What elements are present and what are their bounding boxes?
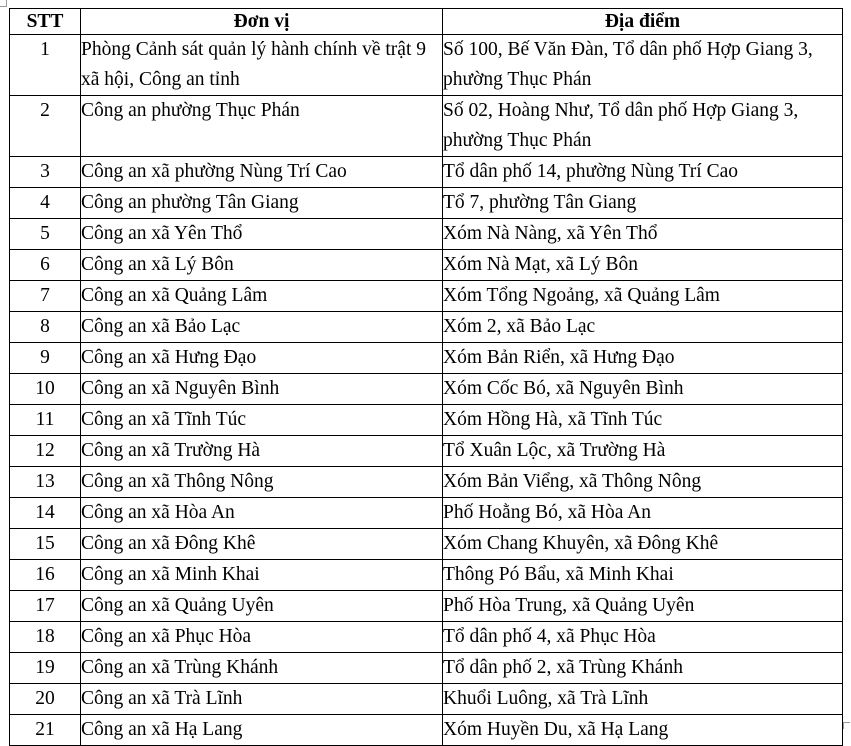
row-stt: 15 [10,529,81,560]
row-unit: Công an xã Hưng Đạo [81,343,443,374]
table-row [10,467,843,498]
row-unit: Công an phường Thục Phán [81,96,443,157]
row-stt: 21 [10,715,81,746]
row-stt: 9 [10,343,81,374]
row-location: Xóm Nà Mạt, xã Lý Bôn [443,250,843,281]
row-location: Xóm Bản Riển, xã Hưng Đạo [443,343,843,374]
table-row [10,436,843,467]
row-stt: 10 [10,374,81,405]
row-location: Xóm Hồng Hà, xã Tĩnh Túc [443,405,843,436]
row-unit: Công an xã Quảng Uyên [81,591,443,622]
row-unit: Công an xã Yên Thổ [81,219,443,250]
header-stt: STT [10,9,81,35]
row-location: Xóm Huyền Du, xã Hạ Lang [443,715,843,746]
table-row [10,96,843,157]
row-stt: 19 [10,653,81,684]
table-row [10,591,843,622]
row-stt: 6 [10,250,81,281]
row-stt: 1 [10,35,81,96]
page-corner-mark [843,722,850,729]
table-row [10,343,843,374]
row-unit: Công an xã Tĩnh Túc [81,405,443,436]
row-location: Xóm Bản Viểng, xã Thông Nông [443,467,843,498]
row-location: Tổ dân phố 2, xã Trùng Khánh [443,653,843,684]
row-stt: 3 [10,157,81,188]
row-location: Phố Hoằng Bó, xã Hòa An [443,498,843,529]
row-location: Xóm Nà Nàng, xã Yên Thổ [443,219,843,250]
row-unit: Phòng Cảnh sát quản lý hành chính về trật 9 xã hội, Công an tỉnh [81,35,443,96]
row-unit: Công an xã phường Nùng Trí Cao [81,157,443,188]
row-stt: 18 [10,622,81,653]
row-location: Xóm Cốc Bó, xã Nguyên Bình [443,374,843,405]
table-row [10,653,843,684]
row-stt: 16 [10,560,81,591]
row-unit: Công an xã Trường Hà [81,436,443,467]
row-location: Tổ 7, phường Tân Giang [443,188,843,219]
row-unit: Công an xã Nguyên Bình [81,374,443,405]
table-row [10,188,843,219]
table-row [10,219,843,250]
row-stt: 13 [10,467,81,498]
row-location: Tổ Xuân Lộc, xã Trường Hà [443,436,843,467]
table-row [10,560,843,591]
table-row [10,684,843,715]
table-row [10,157,843,188]
row-unit: Công an xã Phục Hòa [81,622,443,653]
header-unit: Đơn vị [81,9,443,35]
row-unit: Công an xã Thông Nông [81,467,443,498]
table-row [10,622,843,653]
row-stt: 2 [10,96,81,157]
row-unit: Công an xã Đông Khê [81,529,443,560]
row-stt: 12 [10,436,81,467]
table-row [10,715,843,746]
table-row [10,529,843,560]
row-unit: Công an xã Trà Lĩnh [81,684,443,715]
row-unit: Công an phường Tân Giang [81,188,443,219]
row-location: Số 02, Hoàng Như, Tổ dân phố Hợp Giang 3, phường Thục Phán [443,96,843,157]
row-stt: 7 [10,281,81,312]
row-unit: Công an xã Hòa An [81,498,443,529]
header-location: Địa điểm [443,9,843,35]
row-location: Phố Hòa Trung, xã Quảng Uyên [443,591,843,622]
header-row [10,9,843,35]
row-unit: Công an xã Quảng Lâm [81,281,443,312]
row-stt: 5 [10,219,81,250]
row-location: Khuổi Luông, xã Trà Lĩnh [443,684,843,715]
row-location: Xóm Chang Khuyên, xã Đông Khê [443,529,843,560]
row-stt: 14 [10,498,81,529]
page-corner-mark [0,0,7,7]
table-row [10,498,843,529]
row-stt: 11 [10,405,81,436]
row-unit: Công an xã Lý Bôn [81,250,443,281]
row-stt: 8 [10,312,81,343]
row-location: Xóm 2, xã Bảo Lạc [443,312,843,343]
row-location: Tổ dân phố 14, phường Nùng Trí Cao [443,157,843,188]
row-stt: 20 [10,684,81,715]
table-row [10,405,843,436]
row-location: Xóm Tổng Ngoảng, xã Quảng Lâm [443,281,843,312]
table-body [10,35,843,746]
row-unit: Công an xã Hạ Lang [81,715,443,746]
row-location: Số 100, Bế Văn Đàn, Tổ dân phố Hợp Giang 3, phường Thục Phán [443,35,843,96]
row-unit: Công an xã Minh Khai [81,560,443,591]
table-row [10,374,843,405]
table-row [10,312,843,343]
table-row [10,250,843,281]
row-location: Thông Pó Bẩu, xã Minh Khai [443,560,843,591]
row-stt: 4 [10,188,81,219]
table-header [10,9,843,35]
row-location: Tổ dân phố 4, xã Phục Hòa [443,622,843,653]
row-stt: 17 [10,591,81,622]
row-unit: Công an xã Trùng Khánh [81,653,443,684]
units-table [9,8,843,746]
table-row [10,281,843,312]
table-row [10,35,843,96]
row-unit: Công an xã Bảo Lạc [81,312,443,343]
